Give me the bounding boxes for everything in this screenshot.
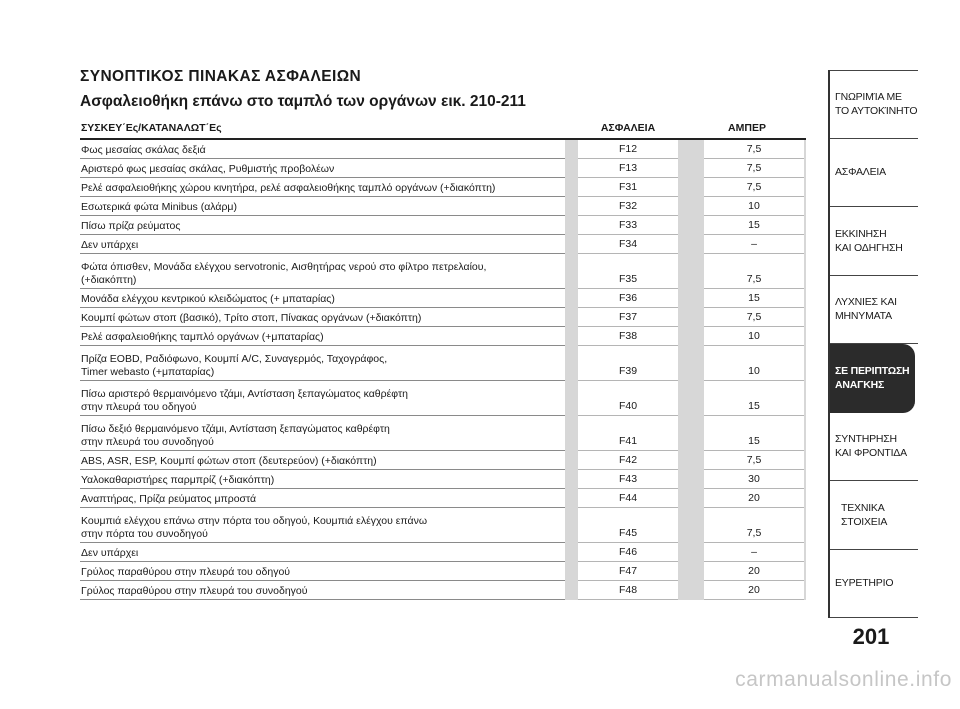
sidebar-tab-label: ΕΚΚΙΝΗΣΗ ΚΑΙ ΟΔΗΓΗΣΗ: [835, 227, 903, 254]
amp-value: 30: [748, 473, 760, 485]
sidebar-tab-label: ΣΕ ΠΕΡΙΠΤΩΣΗ ΑΝΑΓΚΗΣ: [835, 364, 910, 391]
amp-value: 15: [748, 292, 760, 304]
fuse-cell: [578, 235, 678, 254]
amp-cell: [704, 327, 804, 346]
amp-value: 10: [748, 330, 760, 342]
fuse-cell: [578, 489, 678, 508]
fuse-value: F47: [618, 565, 638, 577]
fuse-value: F36: [618, 292, 638, 304]
fuse-value: F41: [618, 435, 638, 447]
amp-cell: [704, 216, 804, 235]
sidebar-tab-label: ΓΝΩΡΙΜΊΑ ΜΕ ΤΟ ΑΥΤΟΚΊΝΗΤΟ: [835, 91, 918, 118]
sidebar-tab[interactable]: [830, 481, 918, 550]
table-row: [80, 581, 806, 600]
table-row: [80, 159, 806, 178]
fuse-value: F42: [618, 454, 638, 466]
amp-cell: [704, 489, 804, 508]
table-row: [80, 178, 806, 197]
table-row: [80, 254, 806, 289]
sidebar-tab[interactable]: [830, 550, 918, 619]
sidebar-tab-label: ΣΥΝΤΗΡΗΣΗ ΚΑΙ ΦΡΟΝΤΙΔΑ: [835, 433, 907, 460]
amp-cell: [704, 159, 804, 178]
amp-value: 7,5: [746, 181, 762, 193]
amp-value: 7,5: [746, 454, 762, 466]
device-cell: Γρύλος παραθύρου στην πλευρά του συνοδηγού: [81, 585, 308, 597]
device-cell: Μονάδα ελέγχου κεντρικού κλειδώματος (+ μπαταρίας): [81, 293, 335, 305]
device-cell: Ρελέ ασφαλειοθήκης χώρου κινητήρα, ρελέ ασφαλειοθήκης ταμπλό οργάνων (+διακόπτη): [81, 182, 496, 194]
sidebar-tab[interactable]: [830, 139, 918, 208]
fuse-cell: [578, 178, 678, 197]
amp-cell: [704, 381, 804, 416]
amp-cell: [704, 235, 804, 254]
device-cell: Πίσω πρίζα ρεύματος: [81, 220, 181, 232]
amp-cell: [704, 416, 804, 451]
amp-cell: [704, 581, 804, 600]
amp-value: 7,5: [746, 162, 762, 174]
fuse-value: F45: [618, 527, 638, 539]
fuse-cell: [578, 197, 678, 216]
watermark: carmanualsonline.info: [735, 668, 952, 691]
sidebar-tab[interactable]: [830, 207, 918, 276]
table-row: [80, 451, 806, 470]
device-cell: Αναπτήρας, Πρίζα ρεύματος μπροστά: [81, 493, 257, 505]
fuse-value: F35: [618, 273, 638, 285]
amp-cell: [704, 140, 804, 159]
amp-value: –: [751, 238, 757, 250]
table-row: [80, 289, 806, 308]
fuse-cell: [578, 216, 678, 235]
sidebar-tab[interactable]: [830, 413, 918, 482]
amp-cell: [704, 308, 804, 327]
fuse-cell: [578, 140, 678, 159]
device-cell: Πίσω δεξιό θερμαινόμενο τζάμι, Αντίσταση ξεπαγώματος καθρέφτη στην πλευρά του συνοδηγού: [81, 423, 390, 448]
amp-value: 7,5: [746, 143, 762, 155]
fuse-cell: [578, 543, 678, 562]
device-cell: Υαλοκαθαριστήρες παρμπρίζ (+διακόπτη): [81, 474, 275, 486]
amp-cell: [704, 543, 804, 562]
amp-cell: [704, 254, 804, 289]
fuse-cell: [578, 416, 678, 451]
sidebar-tab-label: ΤΕΧΝΙΚΑ ΣΤΟΙΧΕΙΑ: [841, 501, 888, 528]
fuse-value: F31: [618, 181, 638, 193]
device-cell: ABS, ASR, ESP, Κουμπί φώτων στοπ (δευτερεύον) (+διακόπτη): [81, 455, 377, 467]
table-row: [80, 235, 806, 254]
fuse-value: F33: [618, 219, 638, 231]
fuse-cell: [578, 346, 678, 381]
table-body: [80, 140, 806, 600]
header-amp: ΑΜΠΕΡ: [728, 122, 766, 134]
amp-value: –: [751, 546, 757, 558]
header-device: ΣΥΣΚΕΥ΄Ες/ΚΑΤΑΝΑΛΩΤ΄Ες: [81, 122, 222, 134]
fuse-cell: [578, 451, 678, 470]
amp-value: 15: [748, 400, 760, 412]
fuse-cell: [578, 254, 678, 289]
sidebar-tab-label: ΛΥΧΝΙΕΣ ΚΑΙ ΜΗΝΥΜΑΤΑ: [835, 296, 897, 323]
table-row: [80, 470, 806, 489]
table-row: [80, 381, 806, 416]
section-sidebar: [828, 70, 918, 618]
device-cell: Φως μεσαίας σκάλας δεξιά: [81, 144, 206, 156]
device-cell: Δεν υπάρχει: [81, 239, 139, 251]
amp-value: 20: [748, 492, 760, 504]
table-row: [80, 562, 806, 581]
fuse-value: F13: [618, 162, 638, 174]
fuse-value: F39: [618, 365, 638, 377]
table-row: [80, 508, 806, 543]
table-row: [80, 416, 806, 451]
amp-value: 15: [748, 435, 760, 447]
sidebar-tab-label: ΕΥΡΕΤΗΡΙΟ: [835, 577, 894, 590]
fuse-cell: [578, 327, 678, 346]
amp-value: 20: [748, 565, 760, 577]
device-cell: Γρύλος παραθύρου στην πλευρά του οδηγού: [81, 566, 291, 578]
amp-cell: [704, 178, 804, 197]
sidebar-tab[interactable]: [830, 70, 918, 139]
device-cell: Αριστερό φως μεσαίας σκάλας, Ρυθμιστής προβολέων: [81, 163, 335, 175]
amp-value: 15: [748, 219, 760, 231]
fuse-value: F32: [618, 200, 638, 212]
table-row: [80, 140, 806, 159]
page-title: ΣΥΝΟΠΤΙΚΟΣ ΠΙΝΑΚΑΣ ΑΣΦΑΛΕΙΩΝ: [80, 68, 362, 85]
amp-cell: [704, 508, 804, 543]
amp-cell: [704, 197, 804, 216]
fuse-cell: [578, 289, 678, 308]
page-subtitle: Ασφαλειοθήκη επάνω στο ταμπλό των οργάνων εικ. 210-211: [80, 93, 526, 110]
sidebar-tab[interactable]: [830, 344, 915, 413]
table-row: [80, 489, 806, 508]
table-row: [80, 327, 806, 346]
amp-value: 7,5: [746, 527, 762, 539]
table-header: [80, 116, 806, 140]
device-cell: Πρίζα EOBD, Ραδιόφωνο, Κουμπί A/C, Συναγερμός, Ταχογράφος, Timer webasto (+μπαταρίας): [81, 353, 388, 378]
fuse-cell: [578, 562, 678, 581]
amp-cell: [704, 451, 804, 470]
amp-cell: [704, 470, 804, 489]
table-row: [80, 346, 806, 381]
fuse-cell: [578, 381, 678, 416]
fuse-value: F40: [618, 400, 638, 412]
fuse-value: F12: [618, 143, 638, 155]
table-row: [80, 216, 806, 235]
fuse-cell: [578, 308, 678, 327]
sidebar-tab[interactable]: [830, 276, 918, 345]
device-cell: Πίσω αριστερό θερμαινόμενο τζάμι, Αντίσταση ξεπαγώματος καθρέφτη στην πλευρά του οδηγού: [81, 388, 408, 413]
device-cell: Ρελέ ασφαλειοθήκης ταμπλό οργάνων (+μπαταρίας): [81, 331, 324, 343]
amp-value: 10: [748, 200, 760, 212]
fuse-cell: [578, 508, 678, 543]
fuse-value: F37: [618, 311, 638, 323]
device-cell: Δεν υπάρχει: [81, 547, 139, 559]
fuse-cell: [578, 159, 678, 178]
fuse-table: [80, 116, 806, 600]
amp-cell: [704, 562, 804, 581]
fuse-cell: [578, 470, 678, 489]
amp-value: 7,5: [746, 273, 762, 285]
fuse-cell: [578, 581, 678, 600]
amp-cell: [704, 346, 804, 381]
fuse-value: F38: [618, 330, 638, 342]
fuse-value: F34: [618, 238, 638, 250]
amp-value: 7,5: [746, 311, 762, 323]
fuse-value: F46: [618, 546, 638, 558]
table-row: [80, 197, 806, 216]
device-cell: Κουμπί φώτων στοπ (βασικό), Τρίτο στοπ, Πίνακας οργάνων (+διακόπτη): [81, 312, 422, 324]
table-row: [80, 308, 806, 327]
amp-value: 20: [748, 584, 760, 596]
device-cell: Κουμπιά ελέγχου επάνω στην πόρτα του οδηγού, Κουμπιά ελέγχου επάνω στην πόρτα του συνοδηγού: [81, 515, 428, 540]
sidebar-tab-label: ΑΣΦΑΛΕΙΑ: [835, 166, 886, 179]
table-row: [80, 543, 806, 562]
header-fuse: ΑΣΦΑΛΕΙΑ: [600, 122, 656, 134]
amp-value: 10: [748, 365, 760, 377]
device-cell: Φώτα όπισθεν, Μονάδα ελέγχου servotronic, Αισθητήρας νερού στο φίλτρο πετρελαίου, (+διακόπτη): [81, 261, 487, 286]
fuse-value: F44: [618, 492, 638, 504]
amp-cell: [704, 289, 804, 308]
device-cell: Εσωτερικά φώτα Minibus (αλάρμ): [81, 201, 237, 213]
fuse-value: F43: [618, 473, 638, 485]
page-number: 201: [852, 624, 890, 649]
fuse-value: F48: [618, 584, 638, 596]
